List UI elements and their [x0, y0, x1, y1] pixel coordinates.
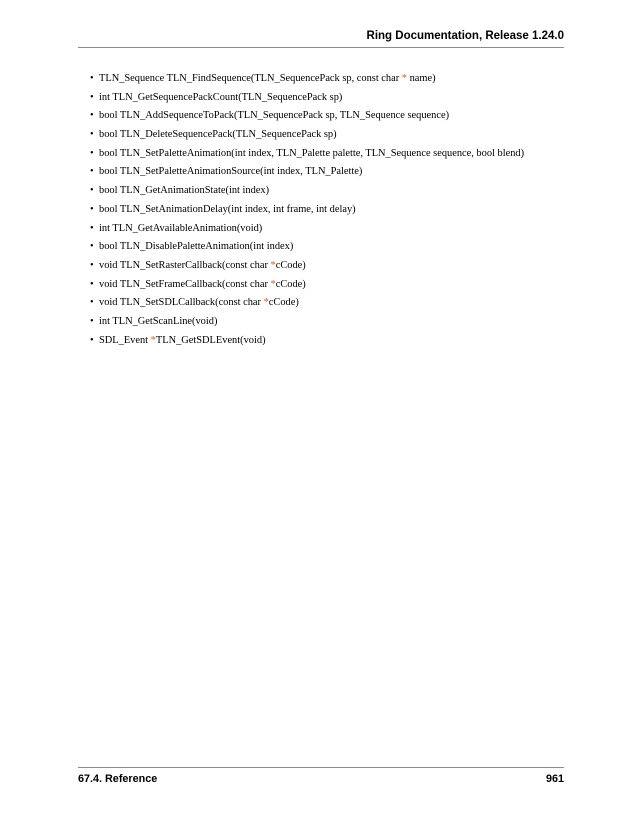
item-text: bool TLN_DisablePaletteAnimation(int index): [99, 241, 294, 253]
item-text: bool TLN_SetPaletteAnimationSource(int index, TLN_Palette): [99, 166, 363, 178]
item-text: TLN_Sequence TLN_FindSequence(TLN_SequencePack sp, const char: [99, 73, 402, 84]
function-list: [78, 70, 564, 350]
bullet: •: [90, 278, 94, 290]
pointer-star: *: [401, 73, 407, 84]
item-text: bool TLN_GetAnimationState(int index): [99, 185, 270, 197]
pointer-star: *: [270, 259, 276, 271]
bullet: •: [90, 147, 94, 159]
list-item: [78, 238, 564, 257]
item-text-tail: cCode): [268, 297, 299, 309]
list-item: [78, 89, 564, 108]
item-text-tail: cCode): [275, 259, 306, 271]
bullet: •: [90, 259, 94, 271]
list-item: [78, 182, 564, 201]
item-text: int TLN_GetAvailableAnimation(void): [99, 222, 263, 234]
bullet: •: [90, 297, 94, 309]
list-item: [78, 332, 564, 351]
item-text: bool TLN_SetPaletteAnimation(int index, TLN_Palette palette, TLN_Sequence sequence, bool blend): [99, 147, 525, 159]
list-item: [78, 163, 564, 182]
item-text-tail: TLN_GetSDLEvent(void): [155, 334, 266, 346]
item-text-tail: name): [406, 73, 436, 84]
bullet: •: [90, 73, 94, 84]
item-text: void TLN_SetRasterCallback(const char: [99, 259, 271, 271]
item-text: void TLN_SetFrameCallback(const char: [99, 278, 271, 290]
list-item: [78, 257, 564, 276]
list-item: [78, 201, 564, 220]
list-item: [78, 145, 564, 164]
list-item: [78, 126, 564, 145]
footer-section: 67.4. Reference: [78, 773, 158, 785]
bullet: •: [90, 315, 94, 327]
list-item: [78, 70, 564, 89]
page-number: 961: [545, 773, 564, 785]
list-item: [78, 220, 564, 239]
list-item: [78, 313, 564, 332]
item-text: int TLN_GetScanLine(void): [99, 315, 218, 327]
bullet: •: [90, 203, 94, 215]
list-item: [78, 276, 564, 295]
bullet: •: [90, 110, 94, 122]
bullet: •: [90, 185, 94, 197]
list-item: [78, 294, 564, 313]
page-footer: [78, 767, 564, 788]
bullet: •: [90, 334, 94, 346]
item-text: bool TLN_DeleteSequencePack(TLN_SequencePack sp): [99, 129, 337, 141]
item-text-tail: cCode): [275, 278, 306, 290]
bullet: •: [90, 91, 94, 103]
header-title: Ring Documentation, Release 1.24.0: [366, 30, 564, 42]
pointer-star: *: [263, 297, 269, 309]
pointer-star: *: [150, 334, 156, 346]
page-header: [78, 0, 564, 48]
item-text: int TLN_GetSequencePackCount(TLN_SequencePack sp): [99, 91, 343, 103]
item-text: void TLN_SetSDLCallback(const char: [99, 297, 264, 309]
bullet: •: [90, 166, 94, 178]
pointer-star: *: [270, 278, 276, 290]
bullet: •: [90, 222, 94, 234]
item-text: SDL_Event: [99, 334, 151, 346]
bullet: •: [90, 241, 94, 253]
list-item: [78, 107, 564, 126]
item-text: bool TLN_SetAnimationDelay(int index, int frame, int delay): [99, 203, 356, 215]
bullet: •: [90, 129, 94, 141]
item-text: bool TLN_AddSequenceToPack(TLN_SequencePack sp, TLN_Sequence sequence): [99, 110, 450, 122]
